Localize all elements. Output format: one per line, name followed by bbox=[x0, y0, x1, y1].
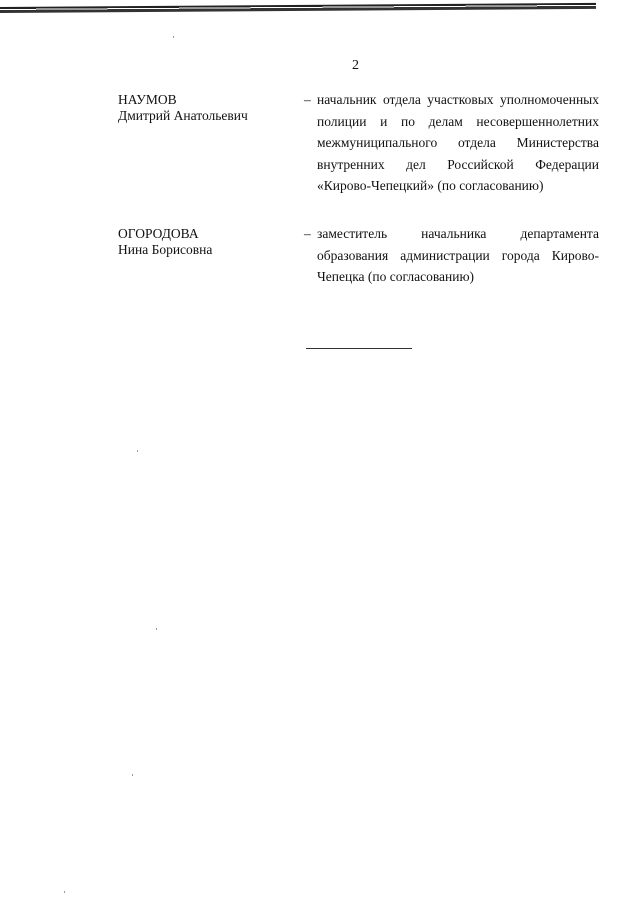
page-number: 2 bbox=[352, 58, 359, 73]
scan-speck bbox=[137, 450, 138, 452]
entry-dash: – bbox=[304, 92, 311, 107]
member-surname: НАУМОВ bbox=[118, 92, 177, 107]
member-surname: ОГОРОДОВА bbox=[118, 226, 199, 241]
member-name bbox=[118, 226, 298, 258]
top-scan-border bbox=[0, 3, 596, 13]
scan-speck bbox=[156, 628, 157, 630]
scan-speck bbox=[132, 774, 133, 776]
member-name bbox=[118, 92, 298, 124]
member-position: начальник отдела участковых уполномоченных полиции и по делам несовершеннолетних межмуниципального отдела Министерства внутренних дел Российской Федерации «Кирово-Чепецкий» (по согласованию) bbox=[317, 92, 599, 193]
end-of-list-rule bbox=[306, 348, 412, 349]
scan-speck bbox=[173, 36, 174, 38]
member-given-name: Дмитрий Анатольевич bbox=[118, 108, 248, 123]
scan-speck bbox=[64, 891, 65, 893]
member-position: заместитель начальника департамента образования администрации города Кирово-Чепецка (по согласованию) bbox=[317, 226, 599, 284]
member-given-name: Нина Борисовна bbox=[118, 242, 213, 257]
entry-dash: – bbox=[304, 226, 311, 241]
